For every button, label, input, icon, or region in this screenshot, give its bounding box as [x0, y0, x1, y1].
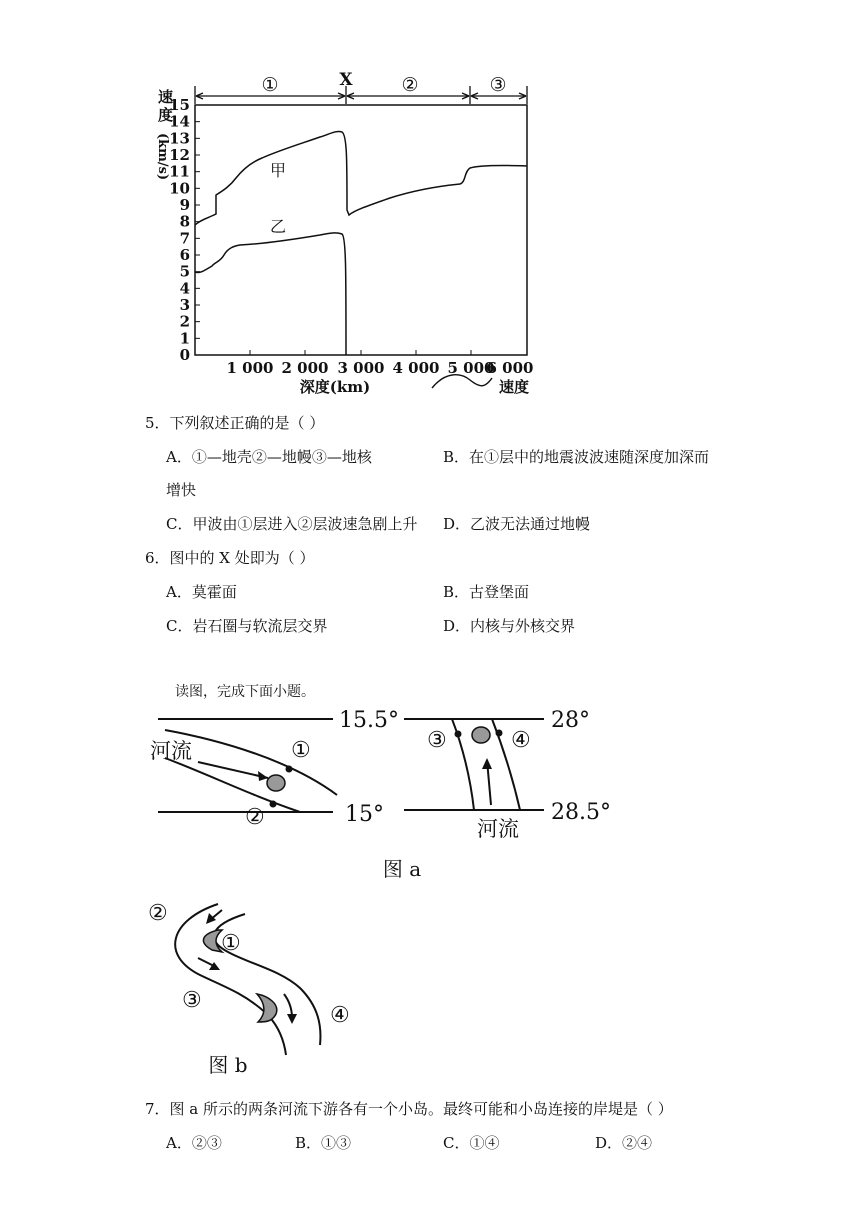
y-tick-label: 0 [179, 346, 190, 364]
q6-option-a[interactable]: A．莫霍面 [166, 583, 237, 601]
figure-b-caption: 图 b [208, 1053, 248, 1077]
x-tick-2000: 2 000 [281, 359, 329, 377]
q6-option-d[interactable]: D．内核与外核交界 [443, 617, 576, 635]
plot-frame [195, 105, 527, 355]
y-tick-label: 2 [179, 312, 190, 331]
y-tick-label: 4 [179, 279, 190, 298]
q5-option-c[interactable]: C．甲波由①层进入②层波速急剧上升 [166, 515, 418, 533]
q5-option-b[interactable]: B．在①层中的地震波波速随深度加深而 [443, 448, 710, 466]
flow-arrowhead-right [482, 758, 492, 769]
point-3-dot [455, 731, 462, 738]
curve-jia [195, 131, 527, 225]
q7-option-c[interactable]: C．①④ [443, 1134, 500, 1152]
q5-stem: 5．下列叙述正确的是（ ） [145, 414, 325, 432]
y-tick-label: 9 [179, 196, 190, 214]
lat-label-15: 15° [345, 802, 384, 827]
y-tick-label: 10 [169, 179, 190, 198]
y-tick-label: 6 [179, 246, 190, 264]
q5-option-b-cont: 增快 [166, 481, 197, 499]
x-axis-label: 深度(km) [299, 378, 371, 396]
segment-x-label: X [339, 70, 353, 90]
q6-option-b[interactable]: B．古登堡面 [443, 583, 530, 601]
meander-outer-bank [175, 904, 286, 1055]
y-tick-label: 8 [179, 212, 190, 231]
flow-arrow-b2 [198, 958, 214, 966]
x-tick-5000: 5 000 [447, 359, 495, 377]
seismic-wave-figure [0, 0, 860, 400]
y-tick-label: 15 [169, 96, 190, 114]
segment-1-label: ① [261, 74, 279, 96]
y-tick-label: 7 [179, 229, 190, 248]
figure-a [0, 700, 860, 890]
q7-option-a[interactable]: A．②③ [166, 1134, 222, 1152]
q6-stem: 6．图中的 X 处即为（ ） [145, 549, 315, 567]
x-tick-6000: 6 000 [486, 359, 534, 377]
b-point-3-label: ③ [182, 988, 202, 1013]
y-tick-label: 1 [179, 329, 190, 348]
point-3-label: ③ [427, 728, 447, 753]
q7-stem: 7．图 a 所示的两条河流下游各有一个小岛。最终可能和小岛连接的岸堤是（ ） [145, 1100, 673, 1118]
group-intro: 读图，完成下面小题。 [175, 684, 315, 700]
point-bar-upper [203, 930, 222, 952]
y-tick-label: 11 [169, 162, 190, 181]
x-tick-4000: 4 000 [392, 359, 440, 377]
lat-label-28: 28° [551, 708, 590, 733]
curve-yi-label: 乙 [270, 217, 287, 236]
figure-b [0, 890, 860, 1080]
point-1-dot [286, 766, 293, 773]
point-2-dot [270, 801, 277, 808]
x-tick-1000: 1 000 [226, 359, 274, 377]
flow-arrowhead-b1 [206, 913, 216, 924]
flow-arrowhead-b3 [287, 1014, 297, 1024]
point-4-label: ④ [511, 728, 531, 753]
x-tick-3000: 3 000 [337, 359, 385, 377]
segment-2-label: ② [401, 74, 419, 96]
point-1-label: ① [291, 738, 311, 763]
flow-arrowhead-left [258, 771, 268, 781]
q7-option-d[interactable]: D．②④ [595, 1134, 653, 1152]
island-left [267, 775, 285, 791]
river-label-left: 河流 [150, 739, 192, 763]
curve-yi [195, 233, 346, 355]
island-right [472, 727, 490, 743]
flow-arrowhead-b2 [209, 962, 220, 970]
b-point-1-label: ① [221, 931, 241, 956]
y-axis-label-2: 度 [158, 106, 174, 124]
y-axis-tick-labels [169, 96, 190, 364]
segment-3-label: ③ [489, 74, 507, 96]
y-axis-label-3: (km/s) [155, 133, 170, 181]
lat-label-28-5: 28.5° [551, 800, 611, 825]
b-point-2-label: ② [148, 901, 168, 926]
y-tick-label: 13 [169, 129, 190, 148]
point-4-dot [496, 730, 503, 737]
q6-option-c[interactable]: C．岩石圈与软流层交界 [166, 617, 328, 635]
point-2-label: ② [245, 805, 265, 830]
q5-option-a[interactable]: A．①—地壳②—地幔③—地核 [166, 448, 372, 466]
y-tick-label: 3 [179, 296, 190, 314]
layer-segment-bar [195, 86, 527, 104]
lat-label-15-5: 15.5° [339, 708, 399, 733]
y-axis-label-1: 速 [158, 88, 174, 106]
b-point-4-label: ④ [330, 1003, 350, 1028]
river-label-right: 河流 [477, 817, 519, 841]
curve-jia-label: 甲 [270, 161, 287, 180]
figure-a-caption: 图 a [382, 857, 422, 881]
q5-option-d[interactable]: D．乙波无法通过地幔 [443, 515, 591, 533]
q7-option-b[interactable]: B．①③ [295, 1134, 352, 1152]
y-tick-label: 12 [169, 146, 190, 164]
legend-label: 速度 [498, 378, 530, 396]
y-tick-label: 5 [179, 262, 190, 281]
y-tick-label: 14 [169, 112, 190, 131]
